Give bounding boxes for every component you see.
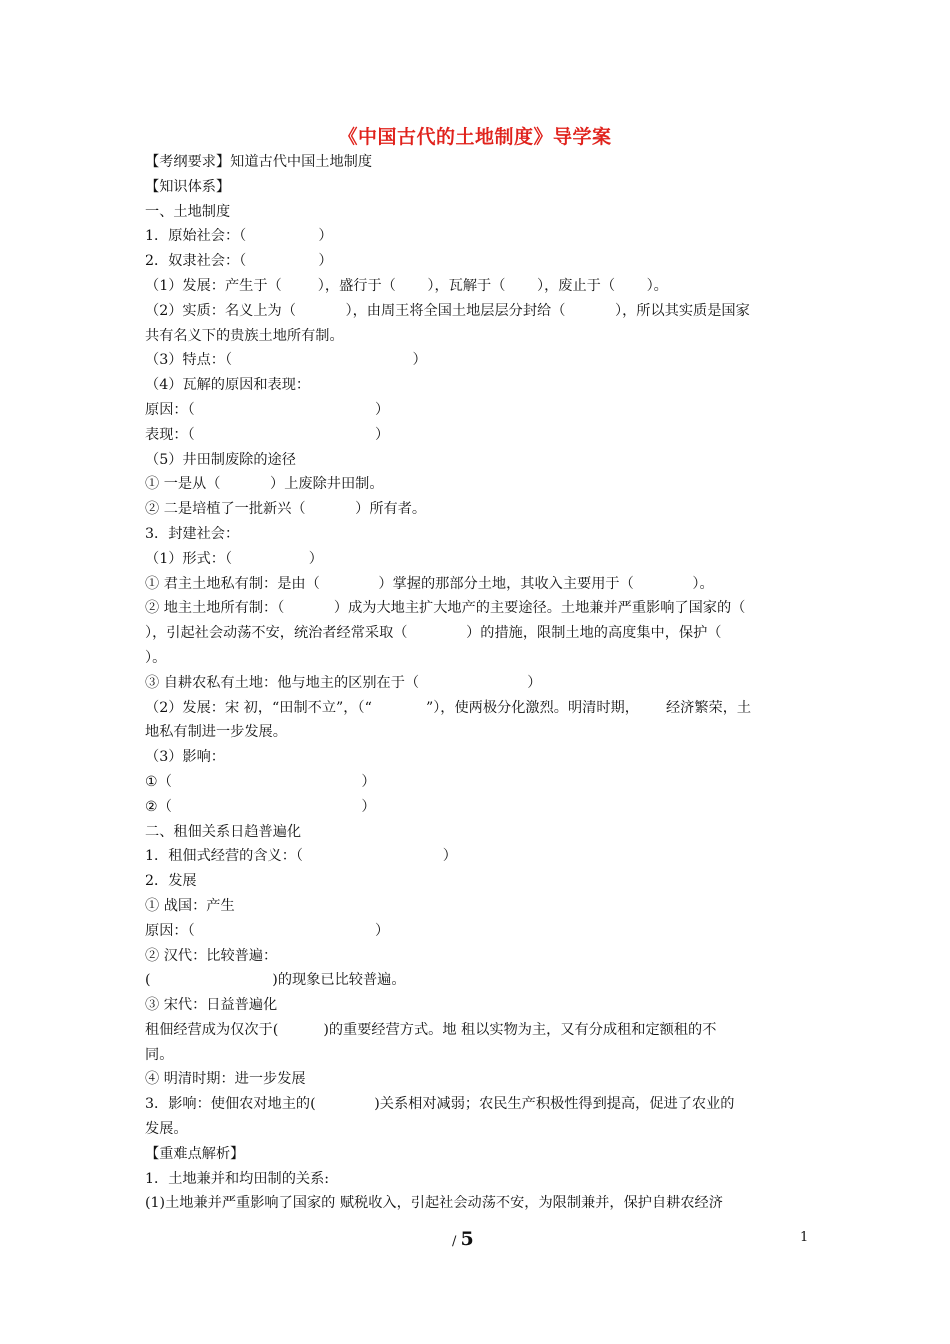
text-line: 租佃经营成为仅次于( )的重要经营方式。地 租以实物为主，又有分成租和定额租的不 bbox=[145, 1021, 717, 1038]
text-line: 同。 bbox=[145, 1046, 174, 1063]
text-line: 2．发展 bbox=[145, 873, 197, 890]
text-line: 发展。 bbox=[145, 1121, 188, 1138]
text-line: ②（ ） bbox=[145, 798, 376, 815]
text-line: 共有名义下的贵族土地所有制。 bbox=[145, 327, 344, 344]
text-line: 二、租佃关系日趋普遍化 bbox=[145, 823, 302, 840]
document-title: 《中国古代的土地制度》导学案 bbox=[338, 126, 612, 148]
text-line: 原因：（ ） bbox=[145, 401, 390, 418]
text-line: ② 汉代：比较普遍： bbox=[145, 947, 278, 964]
text-line: (1)土地兼并严重影响了国家的 赋税收入，引起社会动荡不安，为限制兼并，保护自耕农经济 bbox=[145, 1195, 723, 1212]
text-line: ① 一是从（ ）上废除井田制。 bbox=[145, 476, 384, 493]
text-line: 一、土地制度 bbox=[145, 203, 231, 220]
text-line: 3．影响：使佃农对地主的( )关系相对减弱；农民生产积极性得到提高，促进了农业的 bbox=[145, 1096, 735, 1113]
text-line: （4）瓦解的原因和表现： bbox=[145, 377, 311, 394]
text-line: ① 战国：产生 bbox=[145, 897, 235, 914]
text-line: ① 君主土地私有制：是由（ ）掌握的那部分土地，其收入主要用于（ ）。 bbox=[145, 575, 714, 592]
page-total: 5 bbox=[460, 1228, 474, 1250]
page-count bbox=[452, 1228, 474, 1250]
text-line: （2）发展：宋 初，“田制不立”，（“ ”），使两极分化激烈。明清时期， 经济繁荣，土 bbox=[145, 699, 752, 716]
text-line: ② 二是培植了一批新兴（ ）所有者。 bbox=[145, 501, 427, 518]
text-line: ），引起社会动荡不安，统治者经常采取（ ）的措施，限制土地的高度集中，保护（ bbox=[145, 625, 722, 642]
text-line: 1．租佃式经营的含义：（ ） bbox=[145, 848, 457, 865]
text-line: （5）井田制废除的途径 bbox=[145, 451, 296, 468]
text-line: 1．原始社会：（ ） bbox=[145, 228, 333, 245]
text-line: ）。 bbox=[145, 649, 167, 666]
page-number: 1 bbox=[800, 1230, 809, 1245]
text-line: ①（ ） bbox=[145, 773, 376, 790]
text-line: （3）特点：（ ） bbox=[145, 352, 427, 369]
text-line: 原因：（ ） bbox=[145, 922, 390, 939]
page-count-slash: / bbox=[452, 1234, 457, 1249]
text-line: ④ 明清时期：进一步发展 bbox=[145, 1071, 306, 1088]
text-line: 3．封建社会： bbox=[145, 525, 240, 542]
text-line: 1．土地兼并和均田制的关系: bbox=[145, 1170, 330, 1187]
text-line: （3）影响： bbox=[145, 749, 225, 766]
text-line: 地私有制进一步发展。 bbox=[145, 724, 287, 741]
text-line: ③ 宋代：日益普遍化 bbox=[145, 997, 278, 1014]
text-line: 2．奴隶社会：（ ） bbox=[145, 253, 333, 270]
text-line: （2）实质：名义上为（ ），由周王将全国土地层层分封给（ ），所以其实质是国家 bbox=[145, 302, 750, 319]
document-body bbox=[145, 150, 810, 1216]
text-line: 表现：（ ） bbox=[145, 426, 390, 443]
text-line: （1）发展：产生于（ ），盛行于（ ），瓦解于（ ），废止于（ ）。 bbox=[145, 277, 668, 294]
text-line: （1）形式：（ ） bbox=[145, 550, 323, 567]
text-line: ② 地主土地所有制：（ ）成为大地主扩大地产的主要途径。土地兼并严重影响了国家的（ bbox=[145, 600, 746, 617]
text-line: 【知识体系】 bbox=[145, 178, 231, 195]
text-line: 【考纲要求】知道古代中国土地制度 bbox=[145, 154, 373, 170]
text-line: ③ 自耕农私有土地：他与地主的区别在于（ ） bbox=[145, 674, 542, 691]
text-line: 【重难点解析】 bbox=[145, 1145, 245, 1162]
text-line: ( )的现象已比较普遍。 bbox=[145, 972, 406, 989]
